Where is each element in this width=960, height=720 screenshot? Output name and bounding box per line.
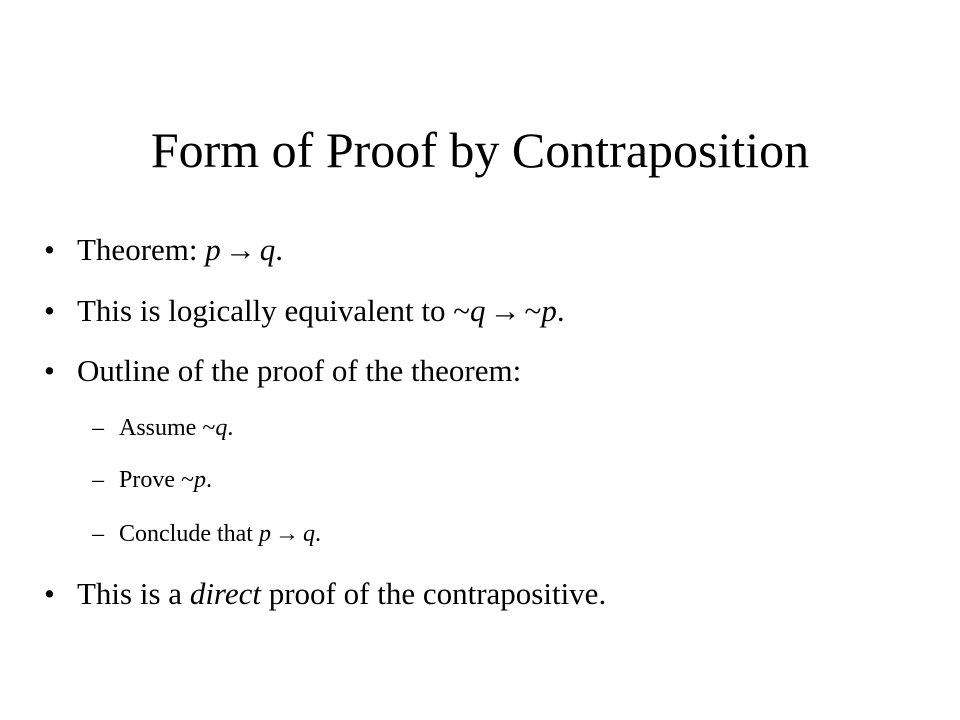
bullet-direct-emphasis: direct: [189, 576, 261, 611]
var-q: q: [470, 293, 486, 328]
implies-symbol: →: [489, 293, 521, 328]
var-p: p: [193, 467, 206, 493]
step-prove: [92, 466, 212, 494]
var-q: q: [302, 521, 315, 547]
period: .: [314, 521, 321, 547]
var-q: q: [259, 232, 276, 267]
bullet-equivalent: [44, 293, 565, 329]
period: .: [205, 467, 212, 493]
not-symbol: ~: [181, 467, 194, 493]
bullet-direct: [44, 576, 606, 612]
var-p: p: [541, 293, 557, 328]
not-symbol: ~: [202, 415, 216, 441]
implies-symbol: →: [224, 232, 256, 267]
bullet-theorem: [44, 232, 283, 268]
var-p: p: [205, 232, 221, 267]
bullet-marker: •: [44, 232, 55, 267]
bullet-theorem-prefix: Theorem:: [77, 232, 206, 267]
dash-marker: –: [92, 467, 104, 493]
bullet-equivalent-prefix: This is logically equivalent to: [77, 293, 454, 328]
bullet-direct-prefix: This is a: [77, 576, 190, 611]
not-symbol: ~: [453, 293, 471, 328]
step-assume-prefix: Assume: [119, 415, 203, 441]
period: .: [227, 415, 234, 441]
bullet-outline: [44, 353, 521, 389]
step-prove-prefix: Prove: [119, 467, 181, 493]
bullet-marker: •: [44, 576, 55, 611]
bullet-direct-suffix: proof of the contrapositive.: [260, 576, 607, 611]
var-p: p: [258, 521, 271, 547]
bullet-marker: •: [44, 293, 55, 328]
implies-symbol: →: [274, 521, 299, 547]
dash-marker: –: [92, 415, 104, 441]
step-assume: [92, 414, 233, 442]
period: .: [556, 293, 565, 328]
step-conclude-prefix: Conclude that: [119, 521, 259, 547]
not-symbol: ~: [524, 293, 542, 328]
bullet-marker: •: [44, 353, 55, 388]
slide-title: Form of Proof by Contraposition: [150, 122, 810, 178]
period: .: [275, 232, 284, 267]
var-q: q: [215, 415, 228, 441]
dash-marker: –: [92, 521, 104, 547]
step-conclude: [92, 520, 321, 548]
bullet-outline-text: Outline of the proof of the theorem:: [77, 353, 522, 388]
